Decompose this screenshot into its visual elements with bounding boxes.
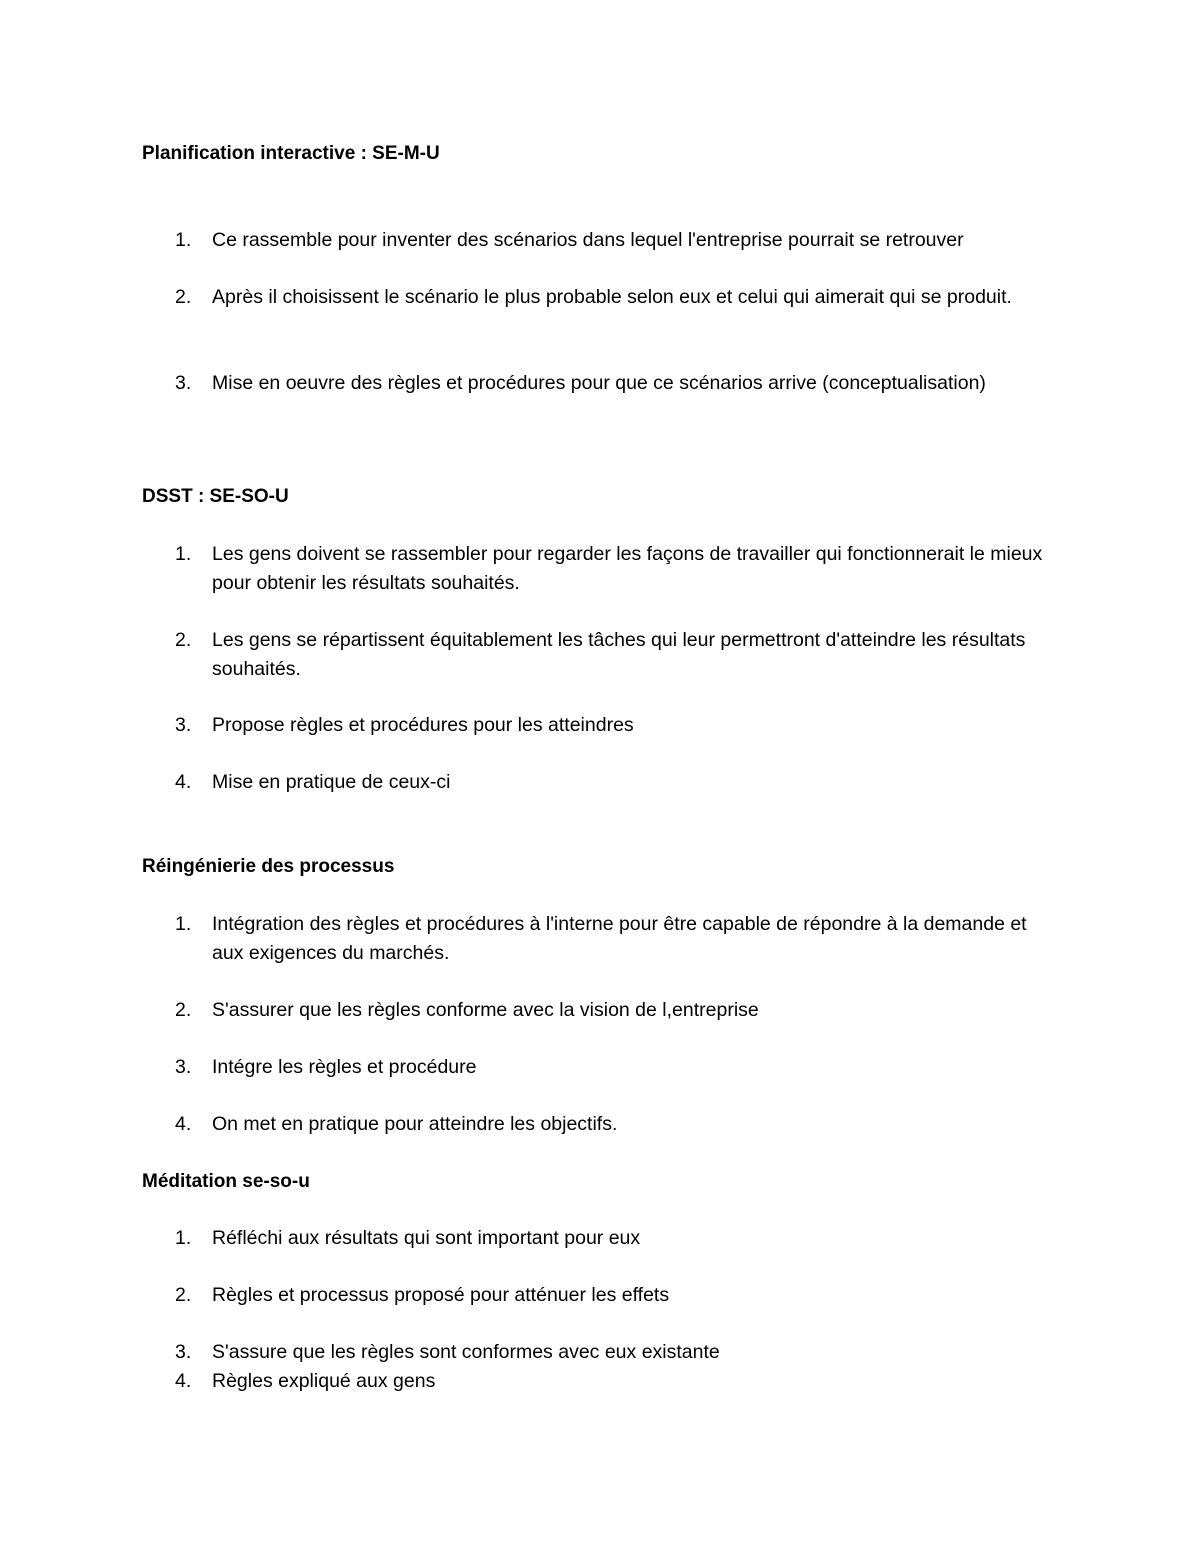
list-number: 1. [175,1227,192,1249]
list-text: Intégre les règles et procédure [212,1056,477,1078]
list-text: Propose règles et procédures pour les atteindres [212,714,634,736]
list-number: 1. [175,543,192,565]
section-heading-planification: Planification interactive : SE-M-U [142,143,440,164]
list-number: 2. [175,1284,192,1306]
list-text: Mise en oeuvre des règles et procédures pour que ce scénarios arrive (conceptualisation) [212,372,986,394]
list-text: Après il choisissent le scénario le plus probable selon eux et celui qui aimerait qui se produit. [212,286,1012,308]
list-item [175,1110,1062,1139]
list-item [175,1224,1062,1253]
list-item [175,1053,1062,1082]
list-number: 3. [175,714,192,736]
list-item [175,626,1062,683]
list-text: On met en pratique pour atteindre les objectifs. [212,1113,618,1135]
list-number: 4. [175,771,192,793]
list-text: Les gens se répartissent équitablement les tâches qui leur permettront d'atteindre les résultats souhaités. [212,629,1026,680]
list-item [175,1281,1062,1310]
section-heading-reingenierie: Réingénierie des processus [142,856,395,877]
list-item [175,1367,1062,1396]
list-number: 4. [175,1113,192,1135]
list-text: Règles expliqué aux gens [212,1370,436,1392]
list-text: S'assure que les règles sont conformes avec eux existante [212,1341,720,1363]
list-item [175,369,1062,398]
list-number: 3. [175,1056,192,1078]
list-item [175,711,1062,740]
list-item [175,540,1062,597]
list-number: 3. [175,1341,192,1363]
list-item [175,1338,1062,1367]
list-number: 2. [175,999,192,1021]
list-text: Mise en pratique de ceux-ci [212,771,451,793]
list-text: Intégration des règles et procédures à l'interne pour être capable de répondre à la demande et aux exigences du marchés. [212,913,1027,964]
list-item [175,996,1062,1025]
list-text: S'assurer que les règles conforme avec la vision de l,entreprise [212,999,759,1021]
list-item [175,768,1062,797]
section-heading-meditation: Méditation se-so-u [142,1171,310,1192]
list-number: 1. [175,229,192,251]
section-heading-dsst: DSST : SE-SO-U [142,486,289,507]
list-item [175,910,1062,967]
list-number: 4. [175,1370,192,1392]
list-number: 2. [175,286,192,308]
list-number: 2. [175,629,192,651]
list-text: Ce rassemble pour inventer des scénarios dans lequel l'entreprise pourrait se retrouver [212,229,964,251]
list-item [175,283,1062,312]
list-item [175,226,1062,255]
list-text: Les gens doivent se rassembler pour regarder les façons de travailler qui fonctionnerait le mieux pour obtenir les résultats souhaités. [212,543,1043,594]
list-text: Réfléchi aux résultats qui sont important pour eux [212,1227,641,1249]
list-number: 1. [175,913,192,935]
list-text: Règles et processus proposé pour atténuer les effets [212,1284,670,1306]
list-number: 3. [175,372,192,394]
